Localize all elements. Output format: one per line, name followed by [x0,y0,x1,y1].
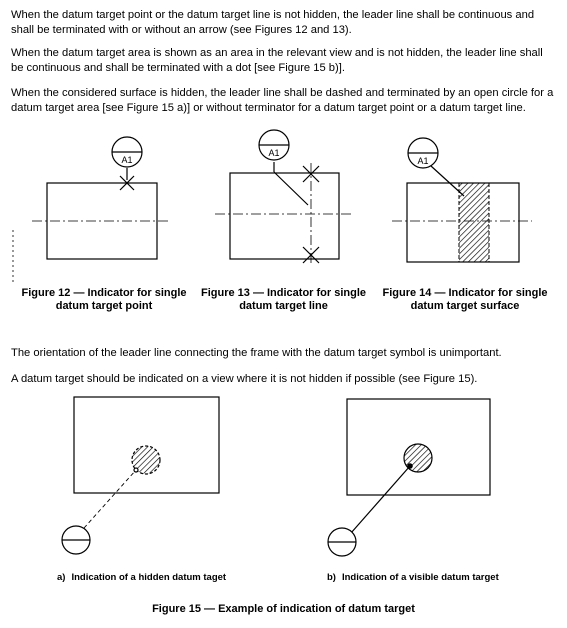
figure-12-caption: Figure 12 — Indicator for single datum target point [21,287,187,312]
figure-15b-terminator-dot [408,464,412,468]
paragraph-leader-orientation: The orientation of the leader line connecting the frame with the datum target symbol is unimportant. [11,347,502,359]
figure-14-leader-line [431,166,464,196]
figure-15a-letter: a) [57,572,66,583]
figure-15b-letter: b) [327,572,336,583]
figure-15b-leader-line [351,466,410,533]
figure-15a-label [57,572,226,583]
figure-15a-part-outline [74,397,219,493]
figure-13-drawing [215,130,352,265]
figure-14-caption: Figure 14 — Indicator for single datum target surface [382,287,548,312]
paragraph-view-recommendation: A datum target should be indicated on a view where it is not hidden if possible (see Figure 15). [11,373,478,385]
figure-14-drawing [392,138,532,262]
figure-15b-drawing [328,399,490,556]
figure-15a-text: Indication of a hidden datum taget [71,572,227,583]
figure-12-frame-label: A1 [121,155,133,165]
figure-13-caption: Figure 13 — Indicator for single datum target line [200,287,367,312]
figure-15a-drawing [62,397,219,554]
figure-15b-label [327,572,499,583]
figure-12-drawing [13,137,170,282]
figure-15a-leader-dashed [84,470,136,528]
figure-13-frame-label: A1 [268,148,280,158]
figure-15a-terminator-circle [134,468,138,472]
paragraph-leader-continuous: When the datum target point or the datum target line is not hidden, the leader line shall be continuous and shall be terminated with or without an arrow (see Figures 12 and 13). [11,9,535,36]
paragraph-leader-dashed: When the considered surface is hidden, the leader line shall be dashed and terminated by an open circle for a datum target area [see Figure 15 a)] or without terminator for a datum target point or a datum target line. [11,87,554,114]
figure-13-part-outline [230,173,339,259]
paragraph-leader-dot: When the datum target area is shown as an area in the relevant view and is not hidden, the leader line shall be continuous and shall be terminated with a dot [see Figure 15 b)]. [11,47,543,74]
figure-13-leader-diagonal [274,172,308,205]
figure-15-caption: Figure 15 — Example of indication of datum target [152,603,415,615]
figure-15b-text: Indication of a visible datum target [341,572,499,583]
figure-14-frame-label: A1 [417,156,429,166]
